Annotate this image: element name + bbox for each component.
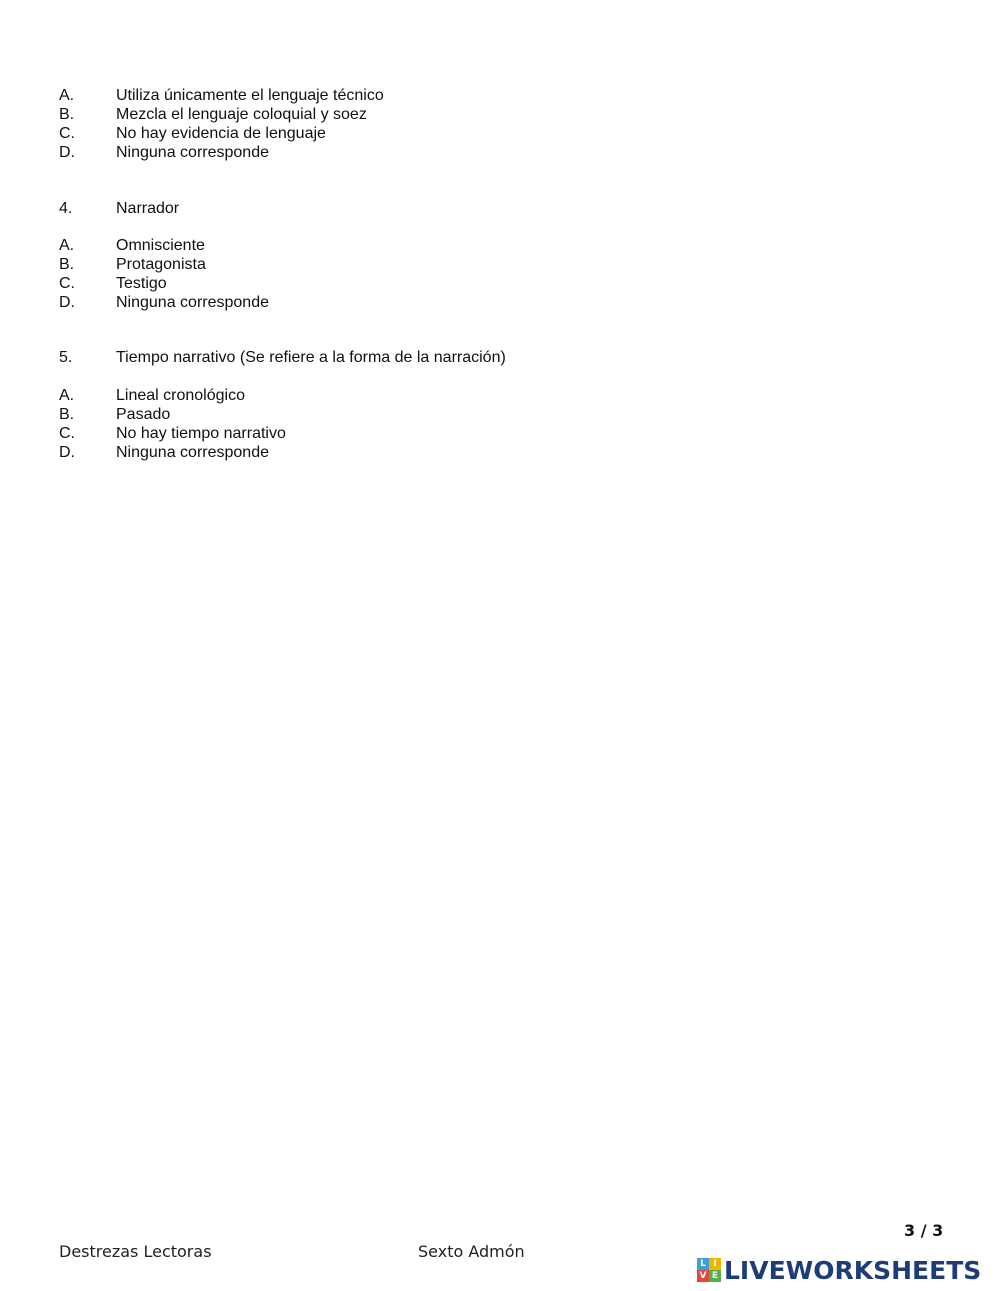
option-letter: A. — [59, 237, 75, 254]
option-text: Lineal cronológico — [116, 387, 245, 404]
logo-icon-tile: L — [697, 1258, 709, 1270]
option-text: Testigo — [116, 275, 167, 292]
option-text: Ninguna corresponde — [116, 144, 269, 161]
option-text: Ninguna corresponde — [116, 294, 269, 311]
option-letter: C. — [59, 125, 75, 142]
option-text: No hay tiempo narrativo — [116, 425, 286, 442]
option-letter: D. — [59, 144, 75, 161]
logo-icon-tile: V — [697, 1270, 709, 1282]
logo-wordmark: LIVEWORKSHEETS — [724, 1255, 982, 1285]
question-text: Narrador — [116, 200, 180, 217]
option-letter: C. — [59, 425, 75, 442]
option-letter: A. — [59, 87, 75, 104]
question-text: Tiempo narrativo (Se refiere a la forma de la narración) — [116, 349, 506, 366]
page-number: 3 / 3 — [904, 1221, 944, 1240]
option-text: Ninguna corresponde — [116, 444, 269, 461]
option-letter: B. — [59, 256, 75, 273]
option-text: Utiliza únicamente el lenguaje técnico — [116, 87, 384, 104]
option-text: Protagonista — [116, 256, 206, 273]
question-number: 5. — [59, 349, 73, 366]
option-letter: C. — [59, 275, 75, 292]
logo-icon-tile: E — [709, 1270, 721, 1282]
footer-grade: Sexto Admón — [418, 1242, 525, 1261]
footer-course: Destrezas Lectoras — [59, 1242, 212, 1261]
option-text: No hay evidencia de lenguaje — [116, 125, 326, 142]
liveworksheets-logo[interactable] — [697, 1256, 981, 1284]
option-letter: B. — [59, 106, 75, 123]
option-text: Pasado — [116, 406, 171, 423]
option-text: Omnisciente — [116, 237, 205, 254]
question-number: 4. — [59, 200, 73, 217]
option-letter: D. — [59, 444, 75, 461]
option-text: Mezcla el lenguaje coloquial y soez — [116, 106, 367, 123]
liveworksheets-icon — [697, 1258, 721, 1282]
option-letter: D. — [59, 294, 75, 311]
option-letter: A. — [59, 387, 75, 404]
option-letter: B. — [59, 406, 75, 423]
logo-icon-tile: I — [709, 1258, 721, 1270]
